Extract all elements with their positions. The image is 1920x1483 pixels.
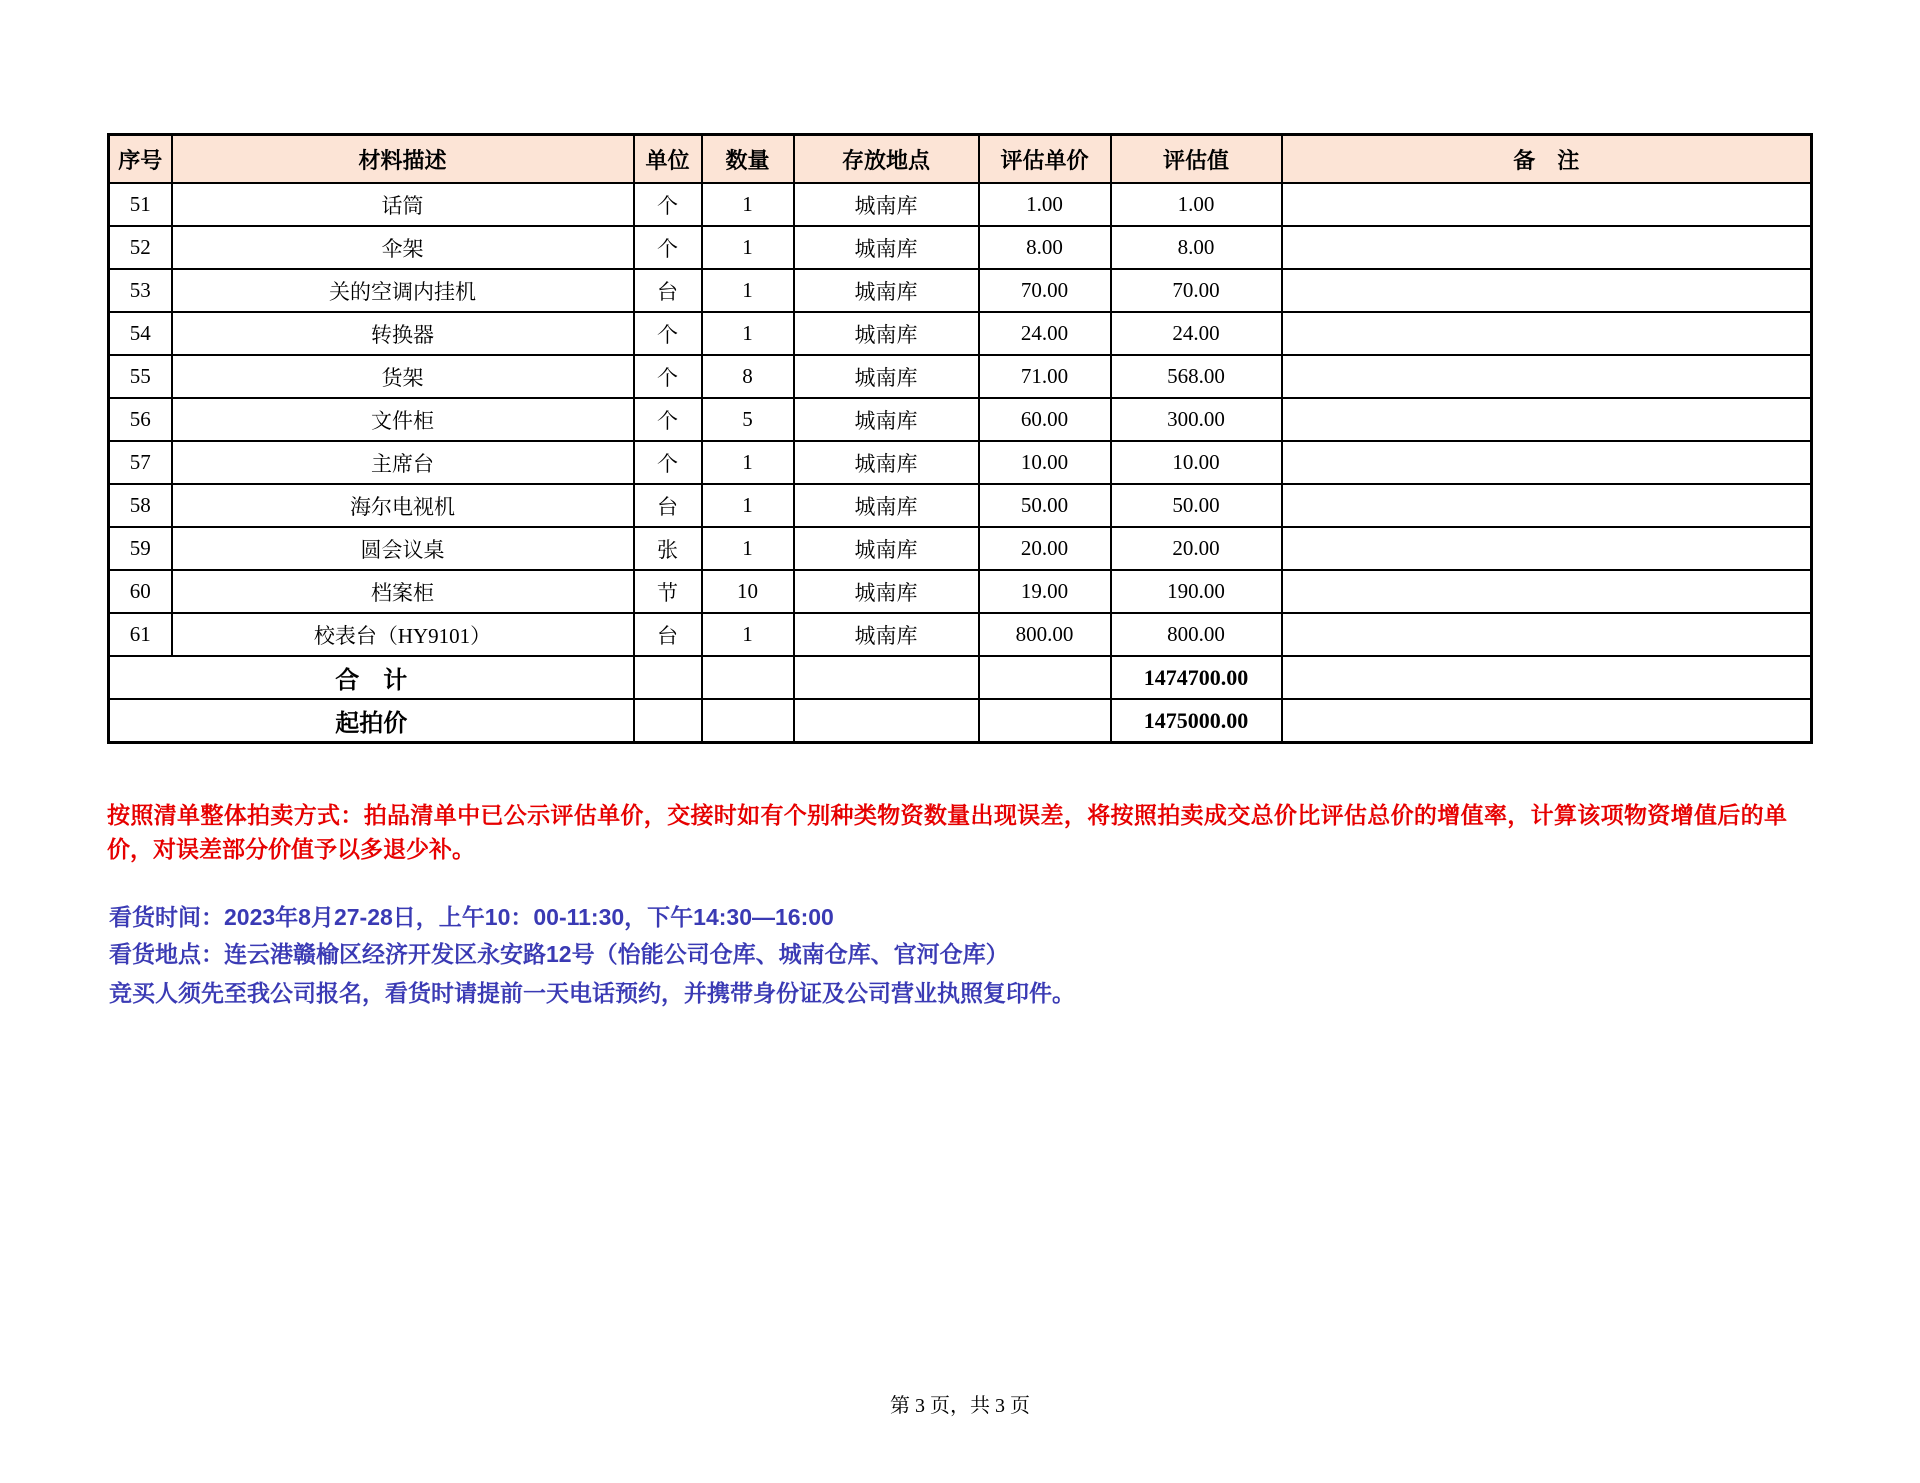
empty-cell xyxy=(979,656,1111,699)
materials-table xyxy=(107,133,1813,744)
start-price-row-label: 起拍价 xyxy=(109,699,634,743)
cell-remark xyxy=(1282,570,1812,613)
cell-assessed-value: 300.00 xyxy=(1111,398,1282,441)
cell-assessed-unit-price: 50.00 xyxy=(979,484,1111,527)
cell-remark xyxy=(1282,312,1812,355)
cell-quantity: 8 xyxy=(702,355,794,398)
cell-unit: 个 xyxy=(634,183,702,226)
cell-assessed-value: 20.00 xyxy=(1111,527,1282,570)
header-unit: 单位 xyxy=(634,135,702,184)
cell-remark xyxy=(1282,527,1812,570)
bidder-requirement-note: 竞买人须先至我公司报名，看货时请提前一天电话预约，并携带身份证及公司营业执照复印件。 xyxy=(109,980,1075,1006)
cell-unit: 个 xyxy=(634,312,702,355)
cell-assessed-value: 24.00 xyxy=(1111,312,1282,355)
cell-storage-location: 城南库 xyxy=(794,269,979,312)
cell-material-description: 档案柜 xyxy=(172,570,634,613)
cell-assessed-value: 70.00 xyxy=(1111,269,1282,312)
cell-serial-number: 54 xyxy=(109,312,172,355)
cell-serial-number: 57 xyxy=(109,441,172,484)
empty-cell xyxy=(1282,699,1812,743)
table-row xyxy=(109,269,1812,312)
empty-cell xyxy=(634,656,702,699)
cell-storage-location: 城南库 xyxy=(794,441,979,484)
cell-serial-number: 61 xyxy=(109,613,172,656)
cell-assessed-unit-price: 19.00 xyxy=(979,570,1111,613)
cell-material-description: 货架 xyxy=(172,355,634,398)
cell-unit: 台 xyxy=(634,269,702,312)
cell-unit: 个 xyxy=(634,355,702,398)
cell-unit: 节 xyxy=(634,570,702,613)
cell-assessed-unit-price: 70.00 xyxy=(979,269,1111,312)
cell-serial-number: 52 xyxy=(109,226,172,269)
cell-assessed-value: 8.00 xyxy=(1111,226,1282,269)
cell-assessed-value: 10.00 xyxy=(1111,441,1282,484)
header-assessed-unit-price: 评估单价 xyxy=(979,135,1111,184)
cell-serial-number: 55 xyxy=(109,355,172,398)
table-row xyxy=(109,398,1812,441)
total-row-value: 1474700.00 xyxy=(1111,656,1282,699)
cell-storage-location: 城南库 xyxy=(794,226,979,269)
cell-assessed-value: 800.00 xyxy=(1111,613,1282,656)
cell-quantity: 1 xyxy=(702,226,794,269)
cell-storage-location: 城南库 xyxy=(794,570,979,613)
cell-serial-number: 58 xyxy=(109,484,172,527)
cell-unit: 台 xyxy=(634,613,702,656)
cell-remark xyxy=(1282,441,1812,484)
empty-cell xyxy=(634,699,702,743)
cell-assessed-unit-price: 8.00 xyxy=(979,226,1111,269)
cell-assessed-unit-price: 20.00 xyxy=(979,527,1111,570)
empty-cell xyxy=(794,699,979,743)
empty-cell xyxy=(702,656,794,699)
cell-assessed-value: 568.00 xyxy=(1111,355,1282,398)
cell-serial-number: 59 xyxy=(109,527,172,570)
cell-material-description: 话筒 xyxy=(172,183,634,226)
cell-material-description: 文件柜 xyxy=(172,398,634,441)
empty-cell xyxy=(702,699,794,743)
cell-quantity: 1 xyxy=(702,441,794,484)
page-number-footer: 第 3 页，共 3 页 xyxy=(890,1395,1030,1417)
cell-assessed-value: 190.00 xyxy=(1111,570,1282,613)
cell-material-description: 关的空调内挂机 xyxy=(172,269,634,312)
cell-material-description: 伞架 xyxy=(172,226,634,269)
cell-unit: 个 xyxy=(634,441,702,484)
table-row xyxy=(109,355,1812,398)
header-storage-location: 存放地点 xyxy=(794,135,979,184)
cell-storage-location: 城南库 xyxy=(794,484,979,527)
cell-material-description: 转换器 xyxy=(172,312,634,355)
cell-assessed-unit-price: 71.00 xyxy=(979,355,1111,398)
cell-quantity: 5 xyxy=(702,398,794,441)
cell-storage-location: 城南库 xyxy=(794,398,979,441)
cell-remark xyxy=(1282,613,1812,656)
cell-unit: 个 xyxy=(634,398,702,441)
cell-assessed-value: 50.00 xyxy=(1111,484,1282,527)
cell-serial-number: 53 xyxy=(109,269,172,312)
cell-quantity: 1 xyxy=(702,269,794,312)
table-row xyxy=(109,527,1812,570)
table-row xyxy=(109,613,1812,656)
empty-cell xyxy=(794,656,979,699)
header-assessed-value: 评估值 xyxy=(1111,135,1282,184)
header-serial-number: 序号 xyxy=(109,135,172,184)
cell-storage-location: 城南库 xyxy=(794,613,979,656)
header-material-description: 材料描述 xyxy=(172,135,634,184)
cell-material-description: 校表台（HY9101） xyxy=(172,613,634,656)
cell-serial-number: 51 xyxy=(109,183,172,226)
table-row xyxy=(109,441,1812,484)
start-price-row xyxy=(109,699,1812,743)
viewing-time-note: 看货时间：2023年8月27-28日，上午10：00-11:30，下午14:30—16:00 xyxy=(109,904,834,930)
cell-storage-location: 城南库 xyxy=(794,183,979,226)
cell-storage-location: 城南库 xyxy=(794,312,979,355)
total-row xyxy=(109,656,1812,699)
table-row xyxy=(109,226,1812,269)
cell-quantity: 1 xyxy=(702,484,794,527)
cell-assessed-unit-price: 10.00 xyxy=(979,441,1111,484)
cell-quantity: 10 xyxy=(702,570,794,613)
cell-storage-location: 城南库 xyxy=(794,527,979,570)
cell-serial-number: 60 xyxy=(109,570,172,613)
viewing-location-note: 看货地点：连云港赣榆区经济开发区永安路12号（怡能公司仓库、城南仓库、官河仓库） xyxy=(109,941,1009,967)
cell-assessed-unit-price: 1.00 xyxy=(979,183,1111,226)
auction-rule-note: 按照清单整体拍卖方式：拍品清单中已公示评估单价，交接时如有个别种类物资数量出现误差，将按照拍卖成交总价比评估总价的增值率，计算该项物资增值后的单价，对误差部分价值予以多退少补。 xyxy=(107,802,1787,862)
table-row xyxy=(109,183,1812,226)
cell-assessed-unit-price: 60.00 xyxy=(979,398,1111,441)
cell-storage-location: 城南库 xyxy=(794,355,979,398)
cell-remark xyxy=(1282,269,1812,312)
cell-quantity: 1 xyxy=(702,527,794,570)
cell-remark xyxy=(1282,398,1812,441)
cell-serial-number: 56 xyxy=(109,398,172,441)
header-quantity: 数量 xyxy=(702,135,794,184)
start-price-row-value: 1475000.00 xyxy=(1111,699,1282,743)
cell-remark xyxy=(1282,226,1812,269)
cell-material-description: 海尔电视机 xyxy=(172,484,634,527)
cell-quantity: 1 xyxy=(702,183,794,226)
header-remarks: 备 注 xyxy=(1282,135,1812,184)
cell-remark xyxy=(1282,484,1812,527)
empty-cell xyxy=(1282,656,1812,699)
cell-remark xyxy=(1282,183,1812,226)
cell-unit: 个 xyxy=(634,226,702,269)
table-row xyxy=(109,312,1812,355)
empty-cell xyxy=(979,699,1111,743)
cell-quantity: 1 xyxy=(702,312,794,355)
table-row xyxy=(109,484,1812,527)
cell-quantity: 1 xyxy=(702,613,794,656)
cell-unit: 张 xyxy=(634,527,702,570)
table-row xyxy=(109,570,1812,613)
cell-material-description: 主席台 xyxy=(172,441,634,484)
cell-unit: 台 xyxy=(634,484,702,527)
cell-assessed-value: 1.00 xyxy=(1111,183,1282,226)
table-header-row xyxy=(109,135,1812,184)
table-body xyxy=(109,183,1812,743)
total-row-label: 合 计 xyxy=(109,656,634,699)
cell-remark xyxy=(1282,355,1812,398)
cell-assessed-unit-price: 24.00 xyxy=(979,312,1111,355)
cell-material-description: 圆会议桌 xyxy=(172,527,634,570)
cell-assessed-unit-price: 800.00 xyxy=(979,613,1111,656)
